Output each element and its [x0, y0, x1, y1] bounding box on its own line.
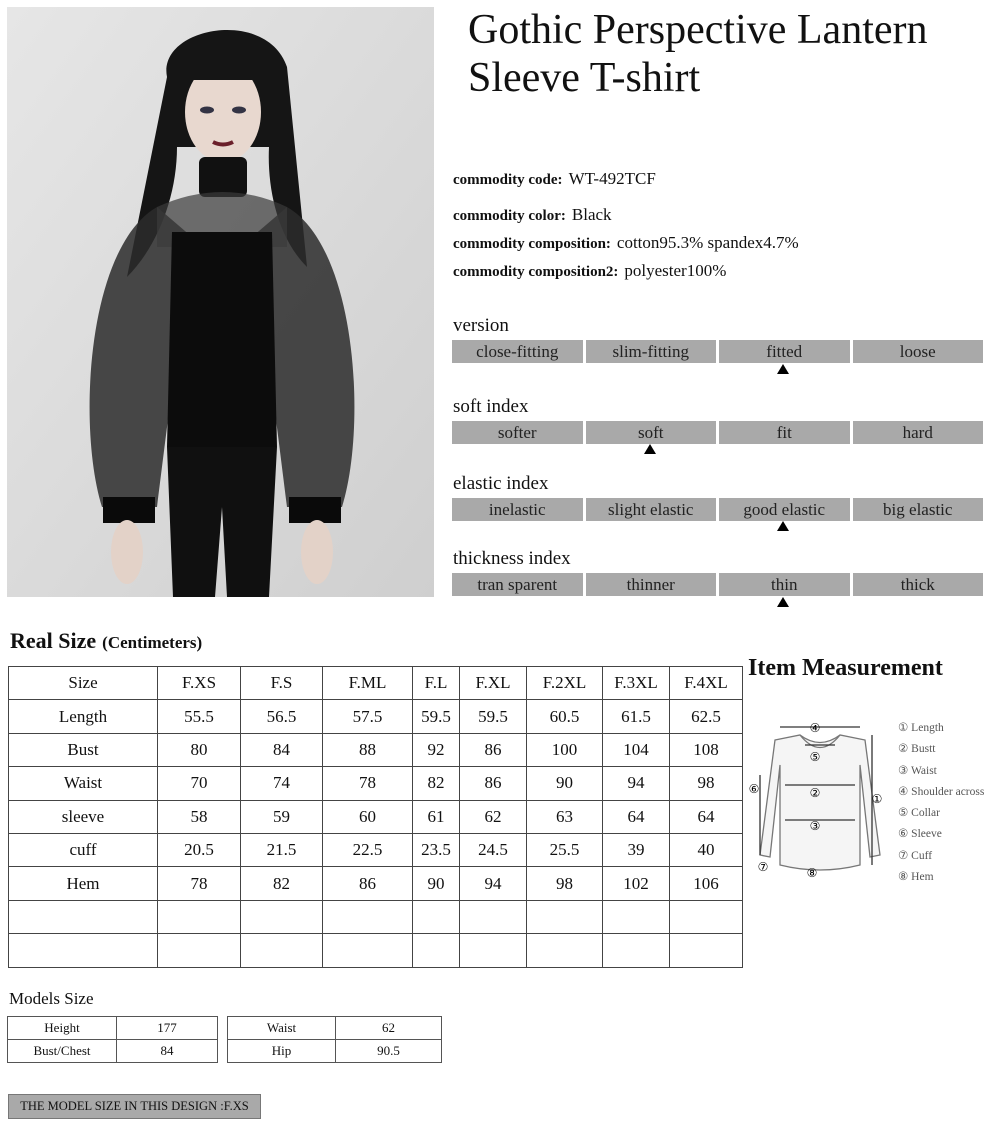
- table-cell: 80: [158, 733, 241, 766]
- table-cell: [9, 900, 158, 933]
- table-cell: [158, 934, 241, 967]
- models-table-left: [7, 1016, 218, 1063]
- table-cell: 56.5: [241, 700, 323, 733]
- size-table-header-cell: F.ML: [323, 667, 413, 700]
- size-table-header-cell: Size: [9, 667, 158, 700]
- thickness-index-option: tran sparent: [452, 573, 583, 596]
- spec-label: commodity composition:: [453, 236, 611, 252]
- table-cell: 100: [527, 733, 603, 766]
- elastic-index-option: slight elastic: [586, 498, 717, 521]
- size-table-header-cell: F.2XL: [527, 667, 603, 700]
- spec-value: polyester100%: [624, 261, 727, 280]
- measurement-legend: [898, 718, 984, 888]
- table-row: [9, 767, 743, 800]
- table-cell: 88: [323, 733, 413, 766]
- table-cell: 70: [158, 767, 241, 800]
- table-row: [9, 934, 743, 967]
- legend-item: ① Length: [898, 722, 944, 734]
- table-cell: 82: [241, 867, 323, 900]
- table-cell: 86: [323, 867, 413, 900]
- table-cell: 39: [603, 833, 670, 866]
- models-table-right: [227, 1016, 442, 1063]
- table-row: [9, 867, 743, 900]
- table-cell: 59.5: [460, 700, 527, 733]
- table-cell: [527, 934, 603, 967]
- table-row: [228, 1040, 442, 1063]
- spec-label: commodity color:: [453, 208, 566, 224]
- models-size-title: Models Size: [9, 989, 94, 1008]
- table-cell: Hem: [9, 867, 158, 900]
- table-cell: 21.5: [241, 833, 323, 866]
- product-title-line2: Sleeve T-shirt: [468, 55, 701, 101]
- table-cell: [158, 900, 241, 933]
- table-row: [9, 833, 743, 866]
- table-cell: 25.5: [527, 833, 603, 866]
- size-table: [8, 666, 743, 968]
- table-cell: 64: [670, 800, 743, 833]
- table-cell: [460, 900, 527, 933]
- size-table-header-cell: F.3XL: [603, 667, 670, 700]
- thickness-index-label: thickness index: [453, 548, 571, 569]
- table-cell: [323, 934, 413, 967]
- table-cell: 55.5: [158, 700, 241, 733]
- legend-item: ⑦ Cuff: [898, 849, 933, 862]
- table-cell: 57.5: [323, 700, 413, 733]
- marker-4-icon: ④: [809, 721, 821, 735]
- table-cell: 62.5: [670, 700, 743, 733]
- spec-label: commodity code:: [453, 172, 563, 188]
- thickness-index-option: thinner: [586, 573, 717, 596]
- table-cell: 23.5: [413, 833, 460, 866]
- table-cell: 90: [527, 767, 603, 800]
- table-cell: [9, 934, 158, 967]
- table-cell: 98: [527, 867, 603, 900]
- thickness-index-selected-marker-icon: [777, 597, 789, 607]
- soft-index-selected-marker-icon: [644, 444, 656, 454]
- table-cell: 108: [670, 733, 743, 766]
- version-option: slim-fitting: [586, 340, 717, 363]
- version-selected-marker-icon: [777, 364, 789, 374]
- table-cell: 98: [670, 767, 743, 800]
- version-label: version: [453, 315, 509, 336]
- item-measurement-title: Item Measurement: [748, 655, 943, 681]
- marker-8-icon: ⑧: [806, 866, 818, 880]
- table-cell: 20.5: [158, 833, 241, 866]
- table-cell: Bust: [9, 733, 158, 766]
- soft-index-option: soft: [586, 421, 717, 444]
- size-table-header-cell: F.4XL: [670, 667, 743, 700]
- spec-composition2: [453, 261, 726, 281]
- marker-2-icon: ②: [809, 786, 821, 800]
- spec-value: Black: [571, 205, 612, 224]
- version-option: fitted: [719, 340, 850, 363]
- table-cell: 59.5: [413, 700, 460, 733]
- real-size-unit: (Centimeters): [102, 633, 203, 652]
- marker-7-icon: ⑦: [757, 860, 769, 874]
- table-cell: 63: [527, 800, 603, 833]
- table-cell: 86: [460, 767, 527, 800]
- table-row: [9, 733, 743, 766]
- elastic-index-label: elastic index: [453, 473, 549, 494]
- table-cell: 106: [670, 867, 743, 900]
- spec-color: [453, 205, 612, 225]
- marker-1-icon: ①: [871, 792, 883, 806]
- marker-5-icon: ⑤: [809, 750, 821, 764]
- table-cell: 60: [323, 800, 413, 833]
- version-option: close-fitting: [452, 340, 583, 363]
- table-cell: 92: [413, 733, 460, 766]
- table-cell: 78: [323, 767, 413, 800]
- thickness-index-option: thin: [719, 573, 850, 596]
- table-cell: Waist: [9, 767, 158, 800]
- table-cell: 177: [117, 1017, 218, 1040]
- soft-index-option: hard: [853, 421, 984, 444]
- size-table-header-cell: F.S: [241, 667, 323, 700]
- size-table-header-cell: F.XL: [460, 667, 527, 700]
- thickness-index-option: thick: [853, 573, 984, 596]
- table-cell: 61.5: [603, 700, 670, 733]
- table-row: [9, 700, 743, 733]
- table-cell: 104: [603, 733, 670, 766]
- table-cell: sleeve: [9, 800, 158, 833]
- table-cell: [527, 900, 603, 933]
- table-cell: 84: [241, 733, 323, 766]
- table-cell: 58: [158, 800, 241, 833]
- table-cell: 94: [460, 867, 527, 900]
- table-cell: 84: [117, 1040, 218, 1063]
- table-cell: 102: [603, 867, 670, 900]
- real-size-heading: [10, 628, 202, 654]
- spec-value: cotton95.3% spandex4.7%: [616, 233, 799, 252]
- table-cell: Bust/Chest: [8, 1040, 117, 1063]
- table-cell: 86: [460, 733, 527, 766]
- legend-item: ⑥ Sleeve: [898, 828, 942, 841]
- soft-index-option: fit: [719, 421, 850, 444]
- table-cell: 78: [158, 867, 241, 900]
- garment-diagram: [745, 715, 895, 885]
- table-cell: Waist: [228, 1017, 336, 1040]
- table-cell: 62: [336, 1017, 442, 1040]
- table-cell: [413, 900, 460, 933]
- table-cell: [670, 934, 743, 967]
- table-cell: 40: [670, 833, 743, 866]
- thickness-index-scale: [452, 573, 983, 596]
- elastic-index-selected-marker-icon: [777, 521, 789, 531]
- spec-label: commodity composition2:: [453, 264, 619, 280]
- table-cell: 24.5: [460, 833, 527, 866]
- table-cell: 90: [413, 867, 460, 900]
- product-title-line1: Gothic Perspective Lantern: [468, 7, 928, 53]
- legend-item: ⑤ Collar: [898, 807, 940, 820]
- table-cell: 90.5: [336, 1040, 442, 1063]
- product-photo: [7, 7, 434, 597]
- product-title: [468, 6, 993, 102]
- table-cell: 61: [413, 800, 460, 833]
- table-cell: Height: [8, 1017, 117, 1040]
- table-cell: [670, 900, 743, 933]
- table-cell: cuff: [9, 833, 158, 866]
- spec-value: WT-492TCF: [568, 169, 656, 188]
- table-cell: 62: [460, 800, 527, 833]
- table-cell: 74: [241, 767, 323, 800]
- spec-code: [453, 169, 656, 189]
- spec-composition: [453, 233, 799, 253]
- table-cell: 94: [603, 767, 670, 800]
- marker-6-icon: ⑥: [748, 782, 760, 796]
- table-cell: 60.5: [527, 700, 603, 733]
- table-cell: 22.5: [323, 833, 413, 866]
- model-size-note: THE MODEL SIZE IN THIS DESIGN :F.XS: [8, 1094, 261, 1119]
- soft-index-option: softer: [452, 421, 583, 444]
- table-row: [8, 1040, 218, 1063]
- size-table-header-row: [9, 667, 743, 700]
- table-cell: Hip: [228, 1040, 336, 1063]
- table-cell: [603, 934, 670, 967]
- elastic-index-scale: [452, 498, 983, 521]
- table-row: [9, 800, 743, 833]
- soft-index-label: soft index: [453, 396, 529, 417]
- table-cell: [460, 934, 527, 967]
- legend-item: ③ Waist: [898, 764, 937, 777]
- table-cell: [603, 900, 670, 933]
- table-cell: 59: [241, 800, 323, 833]
- size-table-header-cell: F.L: [413, 667, 460, 700]
- legend-item: ② Bustt: [898, 743, 936, 756]
- version-option: loose: [853, 340, 984, 363]
- table-cell: [241, 900, 323, 933]
- size-table-header-cell: F.XS: [158, 667, 241, 700]
- elastic-index-option: big elastic: [853, 498, 984, 521]
- table-cell: 82: [413, 767, 460, 800]
- elastic-index-option: inelastic: [452, 498, 583, 521]
- table-cell: [413, 934, 460, 967]
- table-cell: Length: [9, 700, 158, 733]
- legend-item: ⑧ Hem: [898, 871, 934, 884]
- table-cell: [323, 900, 413, 933]
- table-cell: [241, 934, 323, 967]
- table-row: [8, 1017, 218, 1040]
- table-row: [9, 900, 743, 933]
- elastic-index-option: good elastic: [719, 498, 850, 521]
- marker-3-icon: ③: [809, 819, 821, 833]
- soft-index-scale: [452, 421, 983, 444]
- real-size-title: Real Size: [10, 628, 97, 653]
- table-cell: 64: [603, 800, 670, 833]
- table-row: [228, 1017, 442, 1040]
- version-scale: [452, 340, 983, 363]
- legend-item: ④ Shoulder across: [898, 785, 985, 798]
